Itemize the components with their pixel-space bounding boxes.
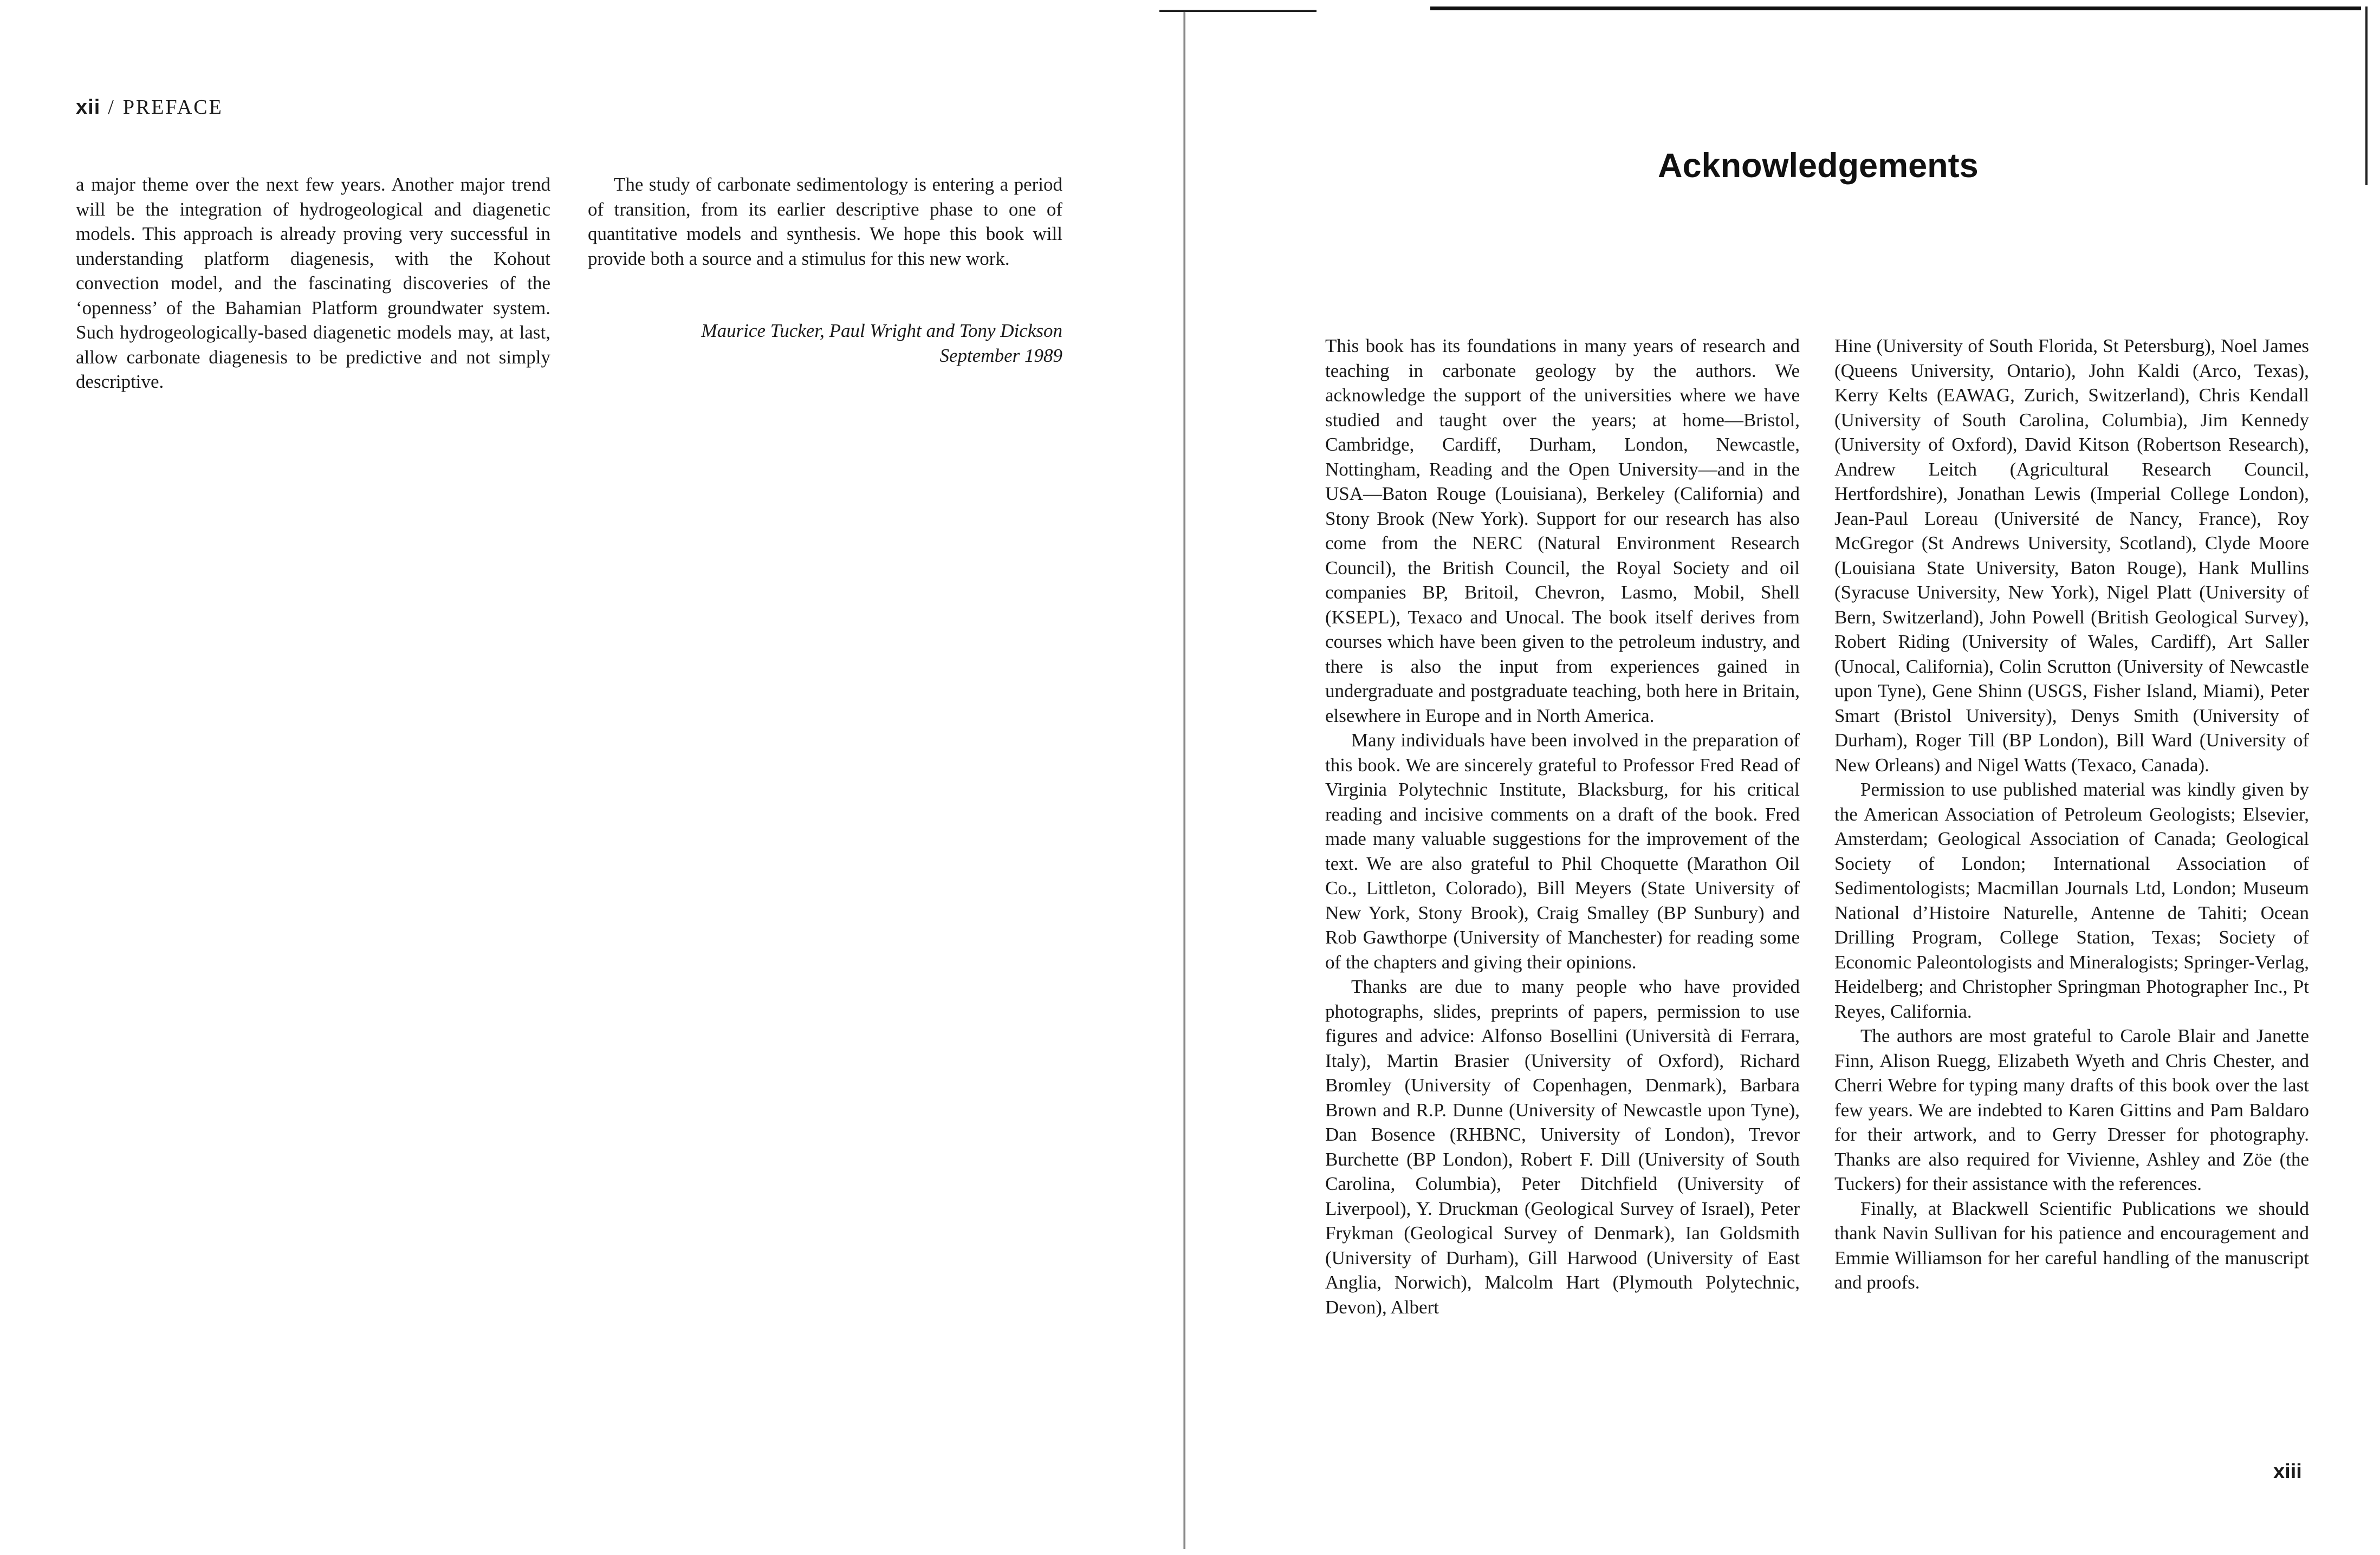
acknowledgements-column-1 xyxy=(1325,334,1800,1319)
chapter-heading: Acknowledgements xyxy=(1658,147,1979,185)
running-head-separator: / xyxy=(108,96,115,119)
page-edge-rule xyxy=(2365,6,2368,185)
left-page-number: xii xyxy=(76,96,101,119)
signature-authors: Maurice Tucker, Paul Wright and Tony Dickson xyxy=(701,320,1062,341)
preface-column-2 xyxy=(588,172,1062,271)
running-head-section: PREFACE xyxy=(122,96,223,119)
page-edge-rule xyxy=(1159,10,1317,12)
book-gutter xyxy=(1183,11,1186,1549)
acknowledgements-paragraph: This book has its foundations in many years of research and teaching in carbonate geology by the authors. We acknowledge the support of the universities where we have studied and taught over the years; at home—Bristol, Cambridge, Cardiff, Durham, London, Newcastle, Nottingham, Reading and the Open University—and in the USA—Baton Rouge (Louisiana), Berkeley (California) and Stony Brook (New York). Support for our research has also come from the NERC (Natural Environment Research Council), the British Council, the Royal Society and oil companies BP, Britoil, Chevron, Lasmo, Mobil, Shell (KSEPL), Texaco and Unocal. The book itself derives from courses which have been given to the petroleum industry, and there is also the input from experiences gained in undergraduate and postgraduate teaching, both here in Britain, elsewhere in Europe and in North America. xyxy=(1325,335,1800,726)
acknowledgements-paragraph: The authors are most grateful to Carole Blair and Janette Finn, Alison Ruegg, Elizabeth Wyeth and Chris Chester, and Cherri Webre for typing many drafts of this book over the last few years. We are indebted to Karen Gittins and Pam Baldaro for their artwork, and to Gerry Dresser for photography. Thanks are also required for Vivienne, Ashley and Zöe (the Tuckers) for their assistance with the references. xyxy=(1834,1025,2309,1194)
signature-date: September 1989 xyxy=(939,344,1062,366)
preface-column-1 xyxy=(76,172,550,394)
acknowledgements-paragraph: Hine (University of South Florida, St Petersburg), Noel James (Queens University, Ontario), John Kaldi (Arco, Texas), Kerry Kelts (EAWAG, Zurich, Switzerland), Chris Kendall (University of South Carolina, Columbia), Jim Kennedy (University of Oxford), David Kitson (Robertson Research), Andrew Leitch (Agricultural Research Council, Hertfordshire), Jonathan Lewis (Imperial College London), Jean-Paul Loreau (Université de Nancy, France), Roy McGregor (St Andrews University, Scotland), Clyde Moore (Louisiana State University, Baton Rouge), Hank Mullins (Syracuse University, New York), Nigel Platt (University of Bern, Switzerland), John Powell (British Geological Survey), Robert Riding (University of Wales, Cardiff), Art Saller (Unocal, California), Colin Scrutton (University of Newcastle upon Tyne), Gene Shinn (USGS, Fisher Island, Miami), Peter Smart (Bristol University), Denys Smith (University of Durham), Roger Till (BP London), Bill Ward (University of New Orleans) and Nigel Watts (Texaco, Canada). xyxy=(1834,335,2309,776)
preface-paragraph: a major theme over the next few years. Another major trend will be the integration of hydrogeological and diagenetic models. This approach is already proving very successful in understanding platform diagenesis, with the Kohout convection model, and the fascinating discoveries of the ‘openness’ of the Bahamian Platform groundwater system. Such hydrogeologically-based diagenetic models may, at last, allow carbonate diagenesis to be predictive and not simply descriptive. xyxy=(76,174,550,392)
acknowledgements-paragraph: Permission to use published material was kindly given by the American Association of Petroleum Geologists; Elsevier, Amsterdam; Geological Association of Canada; Geological Society of London; International Association of Sedimentologists; Macmillan Journals Ltd, London; Museum National d’Histoire Naturelle, Antenne de Tahiti; Ocean Drilling Program, College Station, Texas; Society of Economic Paleontologists and Mineralogists; Springer-Verlag, Heidelberg; and Christopher Springman Photographer Inc., Pt Reyes, California. xyxy=(1834,779,2309,1022)
preface-paragraph: The study of carbonate sedimentology is entering a period of transition, from its earlier descriptive phase to one of quantitative models and synthesis. We hope this book will provide both a source and a stimulus for this new work. xyxy=(588,174,1062,269)
page-edge-rule xyxy=(1430,6,2361,10)
running-head xyxy=(76,95,223,119)
acknowledgements-paragraph: Many individuals have been involved in the preparation of this book. We are sincerely grateful to Professor Fred Read of Virginia Polytechnic Institute, Blacksburg, for his critical reading and incisive comments on a draft of the book. Fred made many valuable suggestions for the improvement of the text. We are also grateful to Phil Choquette (Marathon Oil Co., Littleton, Colorado), Bill Meyers (State University of New York, Stony Brook), Craig Smalley (BP Sunbury) and Rob Gawthorpe (University of Manchester) for reading some of the chapters and giving their opinions. xyxy=(1325,730,1800,973)
acknowledgements-paragraph: Finally, at Blackwell Scientific Publications we should thank Navin Sullivan for his patience and encouragement and Emmie Williamson for her careful handling of the manuscript and proofs. xyxy=(1834,1198,2309,1293)
acknowledgements-paragraph: Thanks are due to many people who have provided photographs, slides, preprints of papers, permission to use figures and advice: Alfonso Bosellini (Università di Ferrara, Italy), Martin Brasier (University of Oxford), Richard Bromley (University of Copenhagen, Denmark), Barbara Brown and R.P. Dunne (University of Newcastle upon Tyne), Dan Bosence (RHBNC, University of London), Trevor Burchette (BP London), Robert F. Dill (University of South Carolina, Columbia), Peter Ditchfield (University of Liverpool), Y. Druckman (Geological Survey of Israel), Peter Frykman (Geological Survey of Denmark), Ian Goldsmith (University of Durham), Gill Harwood (University of East Anglia, Norwich), Malcolm Hart (Plymouth Polytechnic, Devon), Albert xyxy=(1325,976,1800,1318)
preface-signature xyxy=(588,318,1062,368)
acknowledgements-column-2 xyxy=(1834,334,2309,1295)
right-page-number: xiii xyxy=(2273,1460,2302,1483)
